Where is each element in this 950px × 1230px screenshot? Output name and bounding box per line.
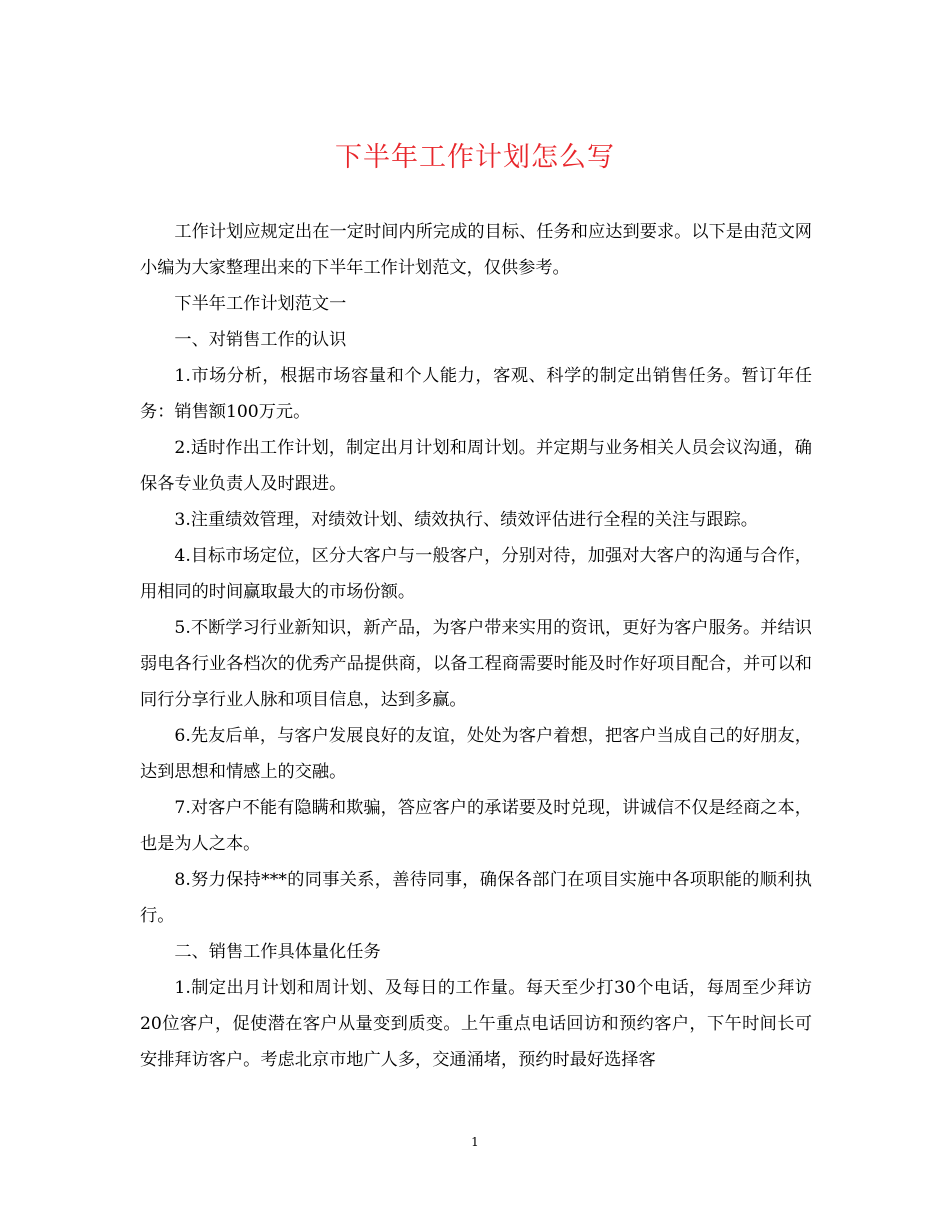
paragraph-item-7: 7.对客户不能有隐瞒和欺骗，答应客户的承诺要及时兑现，讲诚信不仅是经商之本，也是为人之本。 <box>140 798 812 854</box>
paragraph-item-3: 3.注重绩效管理，对绩效计划、绩效执行、绩效评估进行全程的关注与跟踪。 <box>174 510 758 530</box>
document-title: 下半年工作计划怎么写 <box>335 142 615 173</box>
paragraph-item-4: 4.目标市场定位，区分大客户与一般客户，分别对待，加强对大客户的沟通与合作，用相同的时间赢取最大的市场份额。 <box>140 546 812 602</box>
document-body <box>140 214 812 1078</box>
paragraph-intro: 工作计划应规定出在一定时间内所完成的目标、任务和应达到要求。以下是由范文网小编为大家整理出来的下半年工作计划范文，仅供参考。 <box>140 222 812 278</box>
paragraph-item-6: 6.先友后单，与客户发展良好的友谊，处处为客户着想，把客户当成自己的好朋友，达到思想和情感上的交融。 <box>140 726 812 782</box>
section-heading-1: 一、对销售工作的认识 <box>174 330 347 350</box>
paragraph-item-1: 1.市场分析，根据市场容量和个人能力，客观、科学的制定出销售任务。暂订年任务：销售额100万元。 <box>140 366 812 422</box>
paragraph-task-1: 1.制定出月计划和周计划、及每日的工作量。每天至少打30个电话，每周至少拜访20位客户，促使潜在客户从量变到质变。上午重点电话回访和预约客户，下午时间长可安排拜访客户。考虑北京市地广人多，交通涌堵，预约时最好选择客 <box>140 978 812 1070</box>
section-heading-2: 二、销售工作具体量化任务 <box>174 942 381 962</box>
page-number: 1 <box>471 1135 479 1149</box>
paragraph-item-5: 5.不断学习行业新知识，新产品，为客户带来实用的资讯，更好为客户服务。并结识弱电各行业各档次的优秀产品提供商，以备工程商需要时能及时作好项目配合，并可以和同行分享行业人脉和项目信息，达到多赢。 <box>140 618 812 710</box>
paragraph-sample-heading: 下半年工作计划范文一 <box>174 294 347 314</box>
paragraph-item-8: 8.努力保持***的同事关系，善待同事，确保各部门在项目实施中各项职能的顺利执行。 <box>140 870 812 926</box>
paragraph-item-2: 2.适时作出工作计划，制定出月计划和周计划。并定期与业务相关人员会议沟通，确保各专业负责人及时跟进。 <box>140 438 812 494</box>
